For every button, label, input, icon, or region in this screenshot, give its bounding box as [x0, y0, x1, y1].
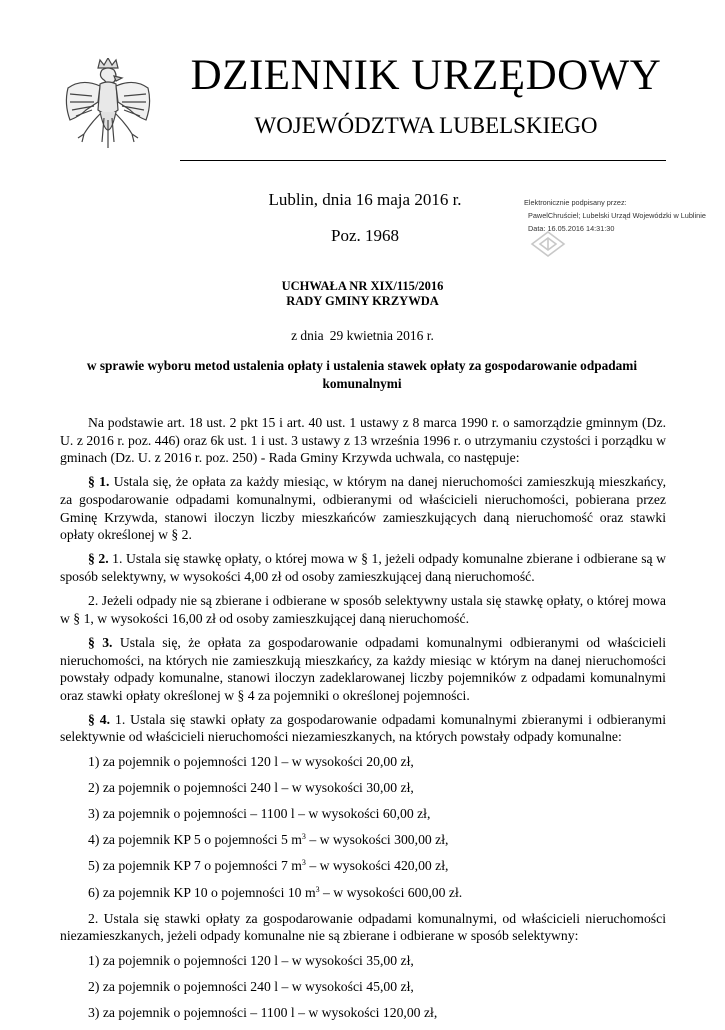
header-divider	[180, 160, 666, 161]
preamble: Na podstawie art. 18 ust. 2 pkt 15 i art. 40 ust. 1 ustawy z 8 marca 1990 r. o samorządzie gminnym (Dz. U. z 2016 r. poz. 446) oraz 6k ust. 1 i ust. 3 ustawy z 13 września 1996 r. o utrzymaniu czystości i porządku w gminach (Dz. U. z 2016 r. poz. 250) - Rada Gminy Krzywda uchwala, co następuje:	[60, 415, 666, 466]
paragraph-2-point-2: 2. Jeżeli odpady nie są zbierane i odbierane w sposób selektywny ustala się stawkę opłaty, o której mowa w § 1, w wysokości 16,00 zł od osoby zamieszkującej daną nieruchomość.	[60, 593, 666, 626]
paragraph-2	[60, 550, 666, 585]
paragraph-2-label: § 2.	[88, 551, 109, 567]
paragraph-3	[60, 634, 666, 704]
paragraph-1-label: § 1.	[88, 474, 110, 490]
list-item: 3) za pojemnik o pojemności – 1100 l – w wysokości 120,00 zł,	[88, 1004, 438, 1020]
resolution-number: UCHWAŁA NR XIX/115/2016	[281, 279, 444, 293]
list-item: 6) za pojemnik KP 10 o pojemności 10 $m^3$ – w wysokości 600,00 zł.	[88, 884, 463, 900]
journal-title: DZIENNIK URZĘDOWY	[190, 52, 662, 99]
paragraph-1	[60, 473, 666, 543]
signature-date: Data: 16.05.2016 14:31:30	[528, 224, 615, 233]
paragraph-4-label: § 4.	[88, 711, 111, 727]
paragraph-4-text: 1. Ustala się stawki opłaty za gospodarowanie odpadami komunalnymi zbieranymi i odbieranymi selektywnie od właścicieli nieruchomości niezamieszkanych, na których powstały odpady komunalne:	[60, 711, 667, 745]
list-item: 5) za pojemnik KP 7 o pojemności 7 $m^3$ – w wysokości 420,00 zł,	[88, 858, 449, 874]
list-item: 1) za pojemnik o pojemności 120 l – w wysokości 35,00 zł,	[88, 952, 414, 968]
paragraph-3-text: Ustala się, że opłata za gospodarowanie odpadami komunalnymi odbieranymi od właścicieli nieruchomości, na których nie zamieszkują mieszkańcy, za każdy miesiąc w którym na danej nieruchomości powstały odpady komunalne, stanowi iloczyn zadeklarowanej liczby pojemników z odpadami komunalnymi oraz stawki opłaty określonej w § 4 za pojemniki o określonej pojemności.	[60, 634, 667, 703]
resolution-body	[60, 414, 666, 1030]
eagle-emblem-icon	[62, 58, 154, 168]
journal-subtitle: WOJEWÓDZTWA LUBELSKIEGO	[254, 113, 598, 138]
list-item: 2) za pojemnik o pojemności 240 l – w wysokości 30,00 zł,	[88, 779, 414, 795]
list-item: 2) za pojemnik o pojemności 240 l – w wysokości 45,00 zł,	[88, 978, 414, 994]
paragraph-3-label: § 3.	[88, 634, 113, 650]
paragraph-2-text: 1. Ustala się stawkę opłaty, o której mowa w § 1, jeżeli odpady komunalne zbierane i odbierane są w sposób selektywny, w wysokości 4,00 zł od osoby zamieszkującej daną nieruchomość.	[60, 551, 667, 584]
position-number: Poz. 1968	[331, 226, 399, 245]
signature-signer: PawelChruściel; Lubelski Urząd Wojewódzki w Lublinie	[528, 211, 706, 220]
list-item: 4) za pojemnik KP 5 o pojemności 5 $m^3$ – w wysokości 300,00 zł,	[88, 832, 449, 848]
paragraph-1-text: Ustala się, że opłata za każdy miesiąc, w którym na danej nieruchomości zamieszkują mieszkańcy, za gospodarowanie odpadami komunalnymi, odbieranymi od właścicieli nieruchomości, pobierana przez Gminę Krzywda, stanowi iloczyn liczby mieszkańców zamieszkujących daną nieruchomość oraz stawki opłaty określonej w § 2.	[60, 474, 667, 543]
signature-label: Elektronicznie podpisany przez:	[524, 198, 627, 207]
resolution-council: RADY GMINY KRZYWDA	[286, 294, 439, 308]
signature-mark-icon	[530, 230, 566, 258]
list-item: 1) za pojemnik o pojemności 120 l – w wysokości 20,00 zł,	[88, 753, 414, 769]
list-item: 3) za pojemnik o pojemności – 1100 l – w wysokości 60,00 zł,	[88, 806, 431, 822]
paragraph-4	[60, 711, 666, 746]
publication-date: Lublin, dnia 16 maja 2016 r.	[268, 190, 462, 209]
paragraph-4-point-2: 2. Ustala się stawki opłaty za gospodarowanie odpadami komunalnymi, od właścicieli nieruchomości niezamieszkanych, jeżeli odpady komunalne nie są zbierane i odbierane w sposób selektywny:	[60, 910, 666, 944]
resolution-subject: w sprawie wyboru metod ustalenia opłaty i ustalenia stawek opłaty za gospodarowanie odpadami komunalnymi	[86, 358, 638, 391]
resolution-date-value: 29 kwietnia 2016 r.	[329, 328, 434, 343]
resolution-date-prefix: z dnia	[291, 328, 324, 343]
resolution-date	[150, 328, 575, 344]
